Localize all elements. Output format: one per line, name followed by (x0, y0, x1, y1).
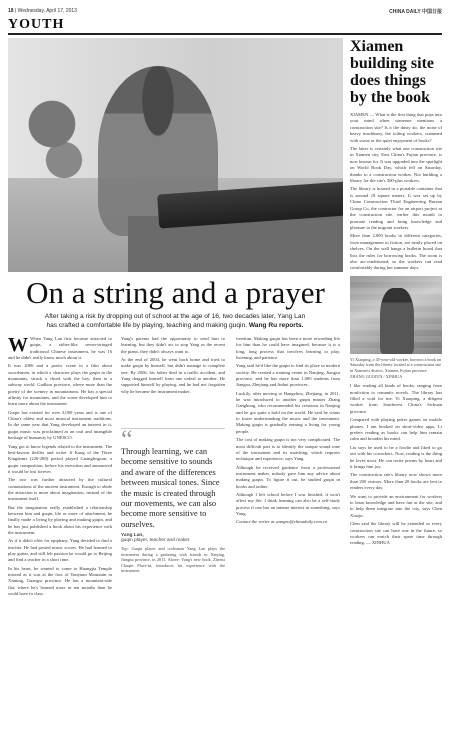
sidebar-photo-caption: Yi Xiaoping, a 45-year-old worker, borrows a book on Saturday from the library located at a construction site in Xiamen's district, Xiamen, Fujian province. ZHANG GUOJUN / XINHUA (350, 356, 442, 379)
paper-name: CHINA DAILY 中国日报 (389, 8, 442, 15)
sidebar-story (350, 38, 442, 549)
sidebar-headline: Xiamen building site does things by the book (350, 38, 435, 106)
photo-caption-block: Top: Guqin player and craftsman Yang Lan plays the instrument during a gathering with friends in Nanjing, Jiangsu province, in 2013. Above: Yang's new book, Zhenxi Chuqin Phwe-ni, introduces his experience with the instrument. (121, 546, 225, 574)
article-column-1: W When Yang Lan first became attracted to guqin, a zither-like seven-stringed traditional Chinese instrument, he was 16 and he didn't really know much about it. It was 2006 and a poetic scene in a film about swordsmen, in which a character plays the guqin in the mountains, struck a chord with the boy, then in a subway world. Gudhou province, where more than the poetry of the scenery in mountainous. He has a special affinity for mountains, and the scene developed him to learn more about the instrument. Guqin has existed for over 3,000 years and is one of China's oldest and most musical instrument traditions. In the same year that Yang developed an interest in it, guqin music was proclaimed as an oral and intangible heritage of humanity by UNESCO. Yang got to know legends related to the instrument. The best-known thriller and writer Ji Kang of the Three Kingdoms (220-280) period played Guanglingsan, a guqin composition, before his execution and announced it would be lost forever. The two was further attracted by the cultural connotations of the ancient instrument. Enough to abide the attraction is more about imagination, instead of the instrument itself. But the imagination really established a relationship between him and guqin, life or more of attachment, he finally made a living by playing and making guqin, and he has just published a book about his experience with the instrument. As if it didn't offer for epiphany, Yang decided to find a teacher. He had posted music scores. He had learned to play guitar, and still felt passion he would go to Beijing and find a teacher in a short time. In his heart, he wanted to come to Huangjia Temple instead as it was at the foot of Yunyuan Mountain in Xiuning, Guangxi province. He has a mountain-side flat, where he's learned more in ten months than he could have in class. (8, 334, 112, 597)
sidebar-body: XIAMEN — What is the first thing that pops into your mind when someone mentions a construction site? Is it the dusty air, the noise of heavy machinery, the toiling workers, crammed with sweat or the quiet enjoyment of books? The latter is certainly what one construction site in Xiamen city, East China's Fujian province, is now known for. It was upgraded into the spotlight on World Book Day, which fell on Saturday, thanks to a construction worker. Not building a library for the site's 300-plus workers. The library is housed in a portable container that is around 18 square meters. It was set up by China Construction Third Engineering Bureau Group Co, the contractor for an airport project at the construction site, earlier this month to promote reading and bring knowledge and pleasure to the migrant workers. More than 2,000 books in different categories, from management to fiction, are neatly placed on shelves. On the wall hangs a bulletin board that lists the rules for borrowing books. The room is also air-conditioned, so the workers can read comfortably during hot summer days. (350, 112, 442, 271)
section-title: YOUTH (8, 17, 65, 32)
deck: After taking a risk by dropping out of school at the age of 16, two decades later, Yang Lan has crafted a comfortable life by playing, teaching and making guqin. Wang Ru reports. (44, 313, 306, 329)
pull-quote: “ Through learning, we can become sensitive to sounds and aware of the differences between musical tones. Since the music is created through our movements, we can also become more sensitive to ourselves. Yang Lan, guqin player, teacher and maker (121, 428, 225, 543)
contact-line: Contact the writer at wangru@chinadaily.com.cn (236, 519, 328, 525)
sidebar-body-continued: I like reading all kinds of books, ranging from nonfiction to romantic novels. The library has filled a void for me. Yi Xiaoping, a diligent worker from Southwest China's Sichuan province. Compared with playing poker games on mobile phones, I am hooked on short-video apps, Li prefers reading as books can help him remain calm and broaden his mind. Liu says he used to be a foodie and liked to go out with his coworkers. Now, reading is the thing he loves most. He can recite poems by heart and it brings him joy. The construction site's library now shows more than 200 visitors. More than 20 books are lent to readers every day. We want to provide an environment for workers to learn knowledge and have fun at the site, and to help them integrate into the city, says Chen Xiaoju. Chen said the library will be extended so every construction site can have one in the future, so workers can enrich their spare time through reading. — XINHUA (350, 383, 442, 546)
sidebar-photo (350, 276, 442, 354)
article-column-2: Yang's parents had the opportunity to send him to learning, but they didn't act to stop Yang as the recent the piano, they didn't always want to. At the end of 2004, he went back home and tried to make guqin by himself, but didn't manage to complete one. By 2006, his father died in a traffic accident, and Yang dragged himself from one ordeal to another. He supported himself by playing, and he had not forgotten why he became the instrument maker. (121, 336, 225, 394)
article-column-3: freedom. Making guqin has been a more rewarding life for him than he could have imagined, because it is a long, long process that involves learning to play, listening, and patience. Yang said he'd like the guqin to find its place in modern society. He created a training center in Nanjing, Jiangsu province, and he has more than 1,000 students from Jiangsu, Zhejiang and Anhui provinces. Luckily, after moving to Hangzhou, Zhejiang, in 2011, he was introduced to another guqin master Zhang Ganghong, who recommended his creations in Nanjing and he got quite a hold on the world. He said he wants to foster understanding the music and the instrument. Making guqin is gradually earning a living for young people. The cost of making guqin is not very complicated. The most difficult part is to identify the unique sound tone of the instrument and its matching, which requires technique and experience, says Yang. Although he received guidance from a professional instrument maker, nobody gave him any advice about making guqin. To figure it out, he studied guqin in books and online. Although I left school before I was finished, it won't affect my life. I think learning can also be a self-study process if one has an intense interest in something, says Yang. Contact the writer at wangru@chinadaily.com.cn (236, 336, 340, 525)
section-rule (8, 33, 442, 35)
page-info: 18 | Wednesday, April 17, 2013 (8, 8, 77, 14)
headline: On a string and a prayer (26, 275, 325, 310)
article-body (8, 336, 343, 736)
lead-photo (8, 38, 343, 272)
page-header (8, 6, 442, 16)
